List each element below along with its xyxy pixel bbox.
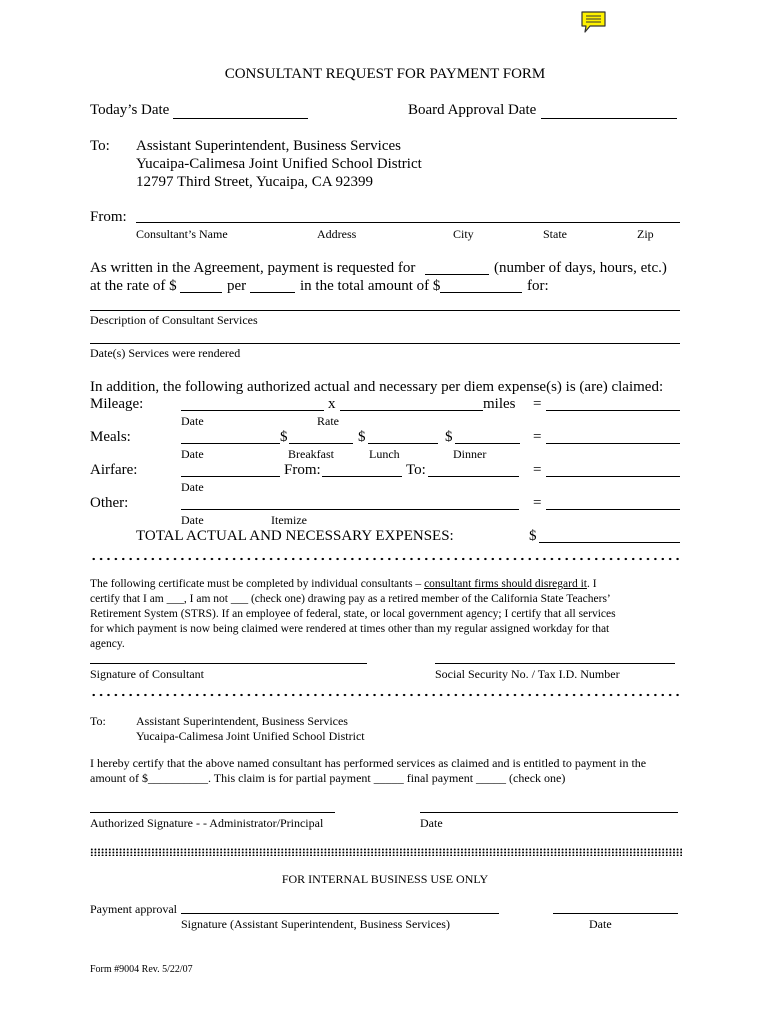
internal-use-heading: FOR INTERNAL BUSINESS USE ONLY <box>281 872 489 886</box>
total-dollar-sign: $ <box>529 528 537 544</box>
admin-to-label: To: <box>90 714 106 728</box>
description-caption: Description of Consultant Services <box>90 313 258 327</box>
payment-approval-signature-field[interactable] <box>181 913 499 914</box>
caption-state: State <box>543 227 567 241</box>
description-field[interactable] <box>90 310 680 311</box>
mileage-rate-field[interactable] <box>340 410 483 411</box>
mileage-amount-field[interactable] <box>546 410 680 411</box>
other-label: Other: <box>90 495 129 511</box>
airfare-from-label: From: <box>284 462 321 478</box>
payment-line1-post: (number of days, hours, etc.) <box>494 260 667 276</box>
dotted-divider-3 <box>90 848 682 856</box>
other-caption-date: Date <box>181 513 204 527</box>
dotted-divider-2 <box>90 693 682 697</box>
sticky-note-icon[interactable] <box>580 10 608 34</box>
payment-for-label: for: <box>527 278 549 294</box>
authorized-signature-field[interactable] <box>90 812 335 813</box>
form-number-footer: Form #9004 Rev. 5/22/07 <box>90 964 193 975</box>
payment-total-label: in the total amount of $ <box>300 278 441 294</box>
dates-rendered-field[interactable] <box>90 343 680 344</box>
certificate-line1-end: . I <box>586 578 597 590</box>
ssn-tax-id-caption: Social Security No. / Tax I.D. Number <box>435 667 620 681</box>
certificate-text <box>90 577 680 652</box>
airfare-from-field[interactable] <box>322 476 402 477</box>
rate-field[interactable] <box>180 292 222 293</box>
caption-zip: Zip <box>637 227 654 241</box>
airfare-to-label: To: <box>406 462 426 478</box>
payment-approval-date-caption: Date <box>589 917 612 931</box>
payment-line1-pre: As written in the Agreement, payment is requested for <box>90 260 416 276</box>
certificate-line3: Retirement System (STRS). If an employee of federal, state, or local government agency; I certify that all services <box>90 608 616 620</box>
other-date-itemize-field[interactable] <box>181 509 519 510</box>
meals-caption-date: Date <box>181 447 204 461</box>
other-amount-field[interactable] <box>546 509 680 510</box>
airfare-caption-date: Date <box>181 480 204 494</box>
meals-equals: = <box>533 429 542 445</box>
total-expenses-field[interactable] <box>539 542 680 543</box>
lunch-field[interactable] <box>368 443 438 444</box>
todays-date-field[interactable] <box>173 118 308 119</box>
mileage-miles: miles <box>483 396 516 412</box>
mileage-equals: = <box>533 396 542 412</box>
to-line-1: Assistant Superintendent, Business Services <box>136 138 401 154</box>
mileage-date-field[interactable] <box>181 410 324 411</box>
total-expenses-label: TOTAL ACTUAL AND NECESSARY EXPENSES: <box>136 528 454 544</box>
certificate-line4: for which payment is now being claimed were rendered at times other than my regular assigned workday for that <box>90 623 610 635</box>
dotted-divider-1 <box>90 557 682 561</box>
payment-approval-signature-caption: Signature (Assistant Superintendent, Business Services) <box>181 917 450 931</box>
payment-approval-label: Payment approval <box>90 902 177 916</box>
from-label: From: <box>90 209 127 225</box>
meals-dollar-2: $ <box>358 429 366 445</box>
from-field[interactable] <box>136 222 680 223</box>
expenses-intro: In addition, the following authorized actual and necessary per diem expense(s) is (are) claimed: <box>90 379 664 395</box>
payment-approval-date-field[interactable] <box>553 913 678 914</box>
certificate-line2: certify that I am ___, I am not ___ (check one) drawing pay as a retired member of the California State Teachers’ <box>90 593 611 605</box>
admin-to-line-2: Yucaipa-Calimesa Joint Unified School District <box>136 729 365 743</box>
meals-caption-lunch: Lunch <box>369 447 400 461</box>
meals-dollar-1: $ <box>280 429 288 445</box>
payment-rate-label: at the rate of $ <box>90 278 177 294</box>
authorized-date-caption: Date <box>420 816 443 830</box>
certificate-disregard-note: consultant firms should disregard it <box>424 578 587 590</box>
dinner-field[interactable] <box>455 443 520 444</box>
meals-caption-dinner: Dinner <box>453 447 487 461</box>
other-equals: = <box>533 495 542 511</box>
admin-certify-line1: I hereby certify that the above named consultant has performed services as claimed and is entitled to payment in the <box>90 756 647 770</box>
admin-certify-line2: amount of $__________. This claim is for partial payment _____ final payment _____ (check one) <box>90 771 566 785</box>
other-caption-itemize: Itemize <box>271 513 307 527</box>
airfare-amount-field[interactable] <box>546 476 680 477</box>
airfare-equals: = <box>533 462 542 478</box>
to-line-3: 12797 Third Street, Yucaipa, CA 92399 <box>136 174 374 190</box>
payment-per-label: per <box>227 278 247 294</box>
meals-dollar-3: $ <box>445 429 453 445</box>
board-approval-label: Board Approval Date <box>408 102 537 118</box>
authorized-date-field[interactable] <box>420 812 678 813</box>
total-amount-field[interactable] <box>440 292 522 293</box>
mileage-caption-date: Date <box>181 414 204 428</box>
consultant-signature-caption: Signature of Consultant <box>90 667 204 681</box>
meals-label: Meals: <box>90 429 131 445</box>
caption-consultant-name: Consultant’s Name <box>136 227 228 241</box>
mileage-x: x <box>328 396 336 412</box>
meals-date-field[interactable] <box>181 443 280 444</box>
todays-date-label: Today’s Date <box>90 102 170 118</box>
airfare-label: Airfare: <box>90 462 138 478</box>
certificate-line5: agency. <box>90 638 125 650</box>
number-of-units-field[interactable] <box>425 274 489 275</box>
admin-to-line-1: Assistant Superintendent, Business Services <box>136 714 348 728</box>
board-approval-date-field[interactable] <box>541 118 677 119</box>
to-label: To: <box>90 138 110 154</box>
authorized-signature-caption: Authorized Signature - - Administrator/Principal <box>90 816 324 830</box>
mileage-caption-rate: Rate <box>317 414 339 428</box>
airfare-to-field[interactable] <box>428 476 519 477</box>
ssn-tax-id-field[interactable] <box>435 663 675 664</box>
breakfast-field[interactable] <box>289 443 353 444</box>
meals-caption-breakfast: Breakfast <box>288 447 334 461</box>
airfare-date-field[interactable] <box>181 476 280 477</box>
dates-rendered-caption: Date(s) Services were rendered <box>90 346 241 360</box>
meals-amount-field[interactable] <box>546 443 680 444</box>
mileage-label: Mileage: <box>90 396 144 412</box>
consultant-signature-field[interactable] <box>90 663 367 664</box>
caption-city: City <box>453 227 474 241</box>
to-line-2: Yucaipa-Calimesa Joint Unified School District <box>136 156 422 172</box>
per-field[interactable] <box>250 292 295 293</box>
certificate-line1: The following certificate must be completed by individual consultants – <box>90 578 425 590</box>
caption-address: Address <box>317 227 357 241</box>
page-title: CONSULTANT REQUEST FOR PAYMENT FORM <box>224 66 546 82</box>
